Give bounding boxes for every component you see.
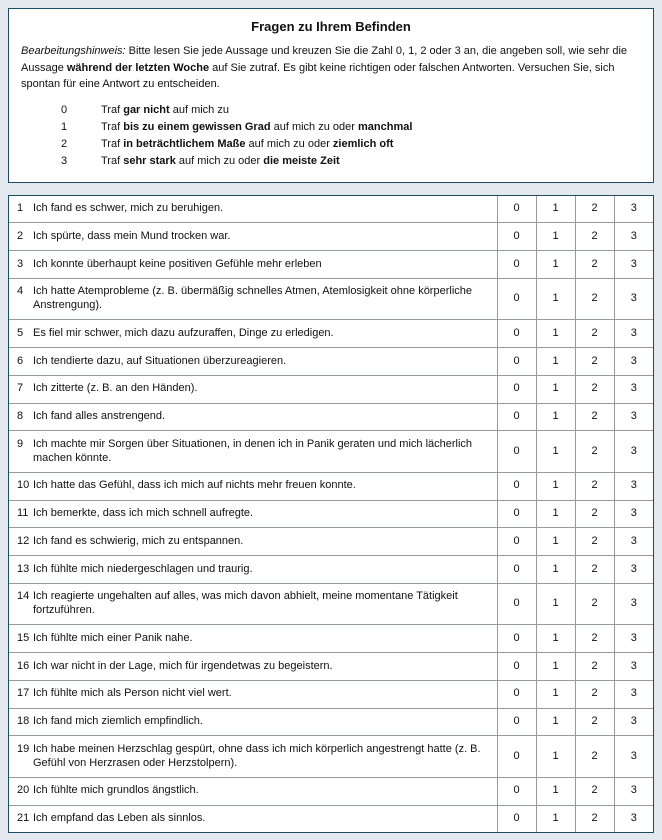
statement-cell — [9, 403, 497, 431]
statement — [17, 563, 489, 577]
answer-cell-1[interactable]: 1 — [536, 736, 575, 778]
answer-cell-1[interactable]: 1 — [536, 777, 575, 805]
item-number: 10 — [17, 479, 30, 492]
scale-item-3 — [61, 153, 641, 170]
item-text: Ich fühlte mich als Person nicht viel wert. — [33, 687, 232, 700]
answer-cell-2[interactable]: 2 — [575, 375, 614, 403]
table-row — [9, 805, 653, 832]
statement — [17, 230, 489, 244]
table-row — [9, 320, 653, 348]
scale-emph: gar nicht — [123, 103, 170, 116]
answer-cell-1[interactable]: 1 — [536, 500, 575, 528]
answer-cell-2[interactable]: 2 — [575, 556, 614, 584]
answer-cell-0[interactable]: 0 — [497, 777, 536, 805]
item-number: 2 — [17, 229, 24, 242]
answer-cell-2[interactable]: 2 — [575, 680, 614, 708]
table-row — [9, 375, 653, 403]
answer-cell-3[interactable]: 3 — [614, 196, 653, 223]
item-text: Ich fand es schwierig, mich zu entspannen. — [33, 534, 244, 547]
scale-value: 3 — [61, 154, 68, 167]
statement — [17, 285, 489, 313]
table-row — [9, 472, 653, 500]
item-number: 20 — [17, 784, 30, 797]
statement — [17, 479, 489, 493]
answer-cell-0[interactable]: 0 — [497, 736, 536, 778]
answer-cell-3[interactable]: 3 — [614, 223, 653, 251]
scale-emph2: manchmal — [357, 120, 413, 133]
answer-cell-0[interactable]: 0 — [497, 500, 536, 528]
scale-item-1 — [61, 119, 641, 136]
answer-cell-3[interactable]: 3 — [614, 500, 653, 528]
table-row — [9, 196, 653, 223]
answer-cell-1[interactable]: 1 — [536, 431, 575, 473]
answer-cell-2[interactable]: 2 — [575, 777, 614, 805]
statement — [17, 687, 489, 701]
instructions-part2: auf Sie zutraf. Es gibt keine richtigen oder falschen Antworten. Versuchen Sie, sich spontan für eine Antwort zu entscheiden. — [21, 61, 615, 90]
instructions-lead: Bearbeitungshinweis: — [21, 45, 126, 57]
table-row — [9, 500, 653, 528]
answer-cell-2[interactable]: 2 — [575, 653, 614, 681]
answer-cell-1[interactable]: 1 — [536, 223, 575, 251]
item-text: Ich hatte das Gefühl, dass ich mich auf nichts mehr freuen konnte. — [33, 479, 356, 492]
answer-cell-2[interactable]: 2 — [575, 431, 614, 473]
answer-cell-0[interactable]: 0 — [497, 472, 536, 500]
answer-cell-3[interactable]: 3 — [614, 736, 653, 778]
statement-cell — [9, 375, 497, 403]
item-number: 14 — [17, 590, 30, 603]
answer-cell-1[interactable]: 1 — [536, 251, 575, 279]
answer-cell-3[interactable]: 3 — [614, 708, 653, 736]
table-row — [9, 680, 653, 708]
item-text: Ich fand mich ziemlich empfindlich. — [33, 715, 203, 728]
scale-text — [101, 102, 229, 119]
table-row — [9, 583, 653, 625]
question-table — [9, 196, 653, 833]
table-row — [9, 348, 653, 376]
scale-pre: Traf — [101, 137, 124, 150]
scale-text — [101, 153, 340, 170]
scale-value: 0 — [61, 103, 68, 116]
item-text: Ich spürte, dass mein Mund trocken war. — [33, 229, 231, 242]
form-title: Fragen zu Ihrem Befinden — [251, 19, 411, 34]
item-text: Ich habe meinen Herzschlag gespürt, ohne dass ich mich körperlich angestrengt hatte (z. B. Gefühl von Herzrasen oder Herzstolpern). — [33, 742, 481, 769]
answer-cell-2[interactable]: 2 — [575, 708, 614, 736]
statement — [17, 743, 489, 771]
statement-cell — [9, 625, 497, 653]
answer-cell-1[interactable]: 1 — [536, 583, 575, 625]
statement-cell — [9, 777, 497, 805]
item-text: Ich reagierte ungehalten auf alles, was mich davon abhielt, meine momentane Tätigkeit fortzuführen. — [33, 590, 458, 617]
item-number: 5 — [17, 326, 24, 339]
answer-cell-2[interactable]: 2 — [575, 403, 614, 431]
statement-cell — [9, 528, 497, 556]
table-row — [9, 431, 653, 473]
answer-cell-1[interactable]: 1 — [536, 625, 575, 653]
answer-cell-3[interactable]: 3 — [614, 431, 653, 473]
item-number: 13 — [17, 562, 30, 575]
scale-item-0 — [61, 102, 641, 119]
answer-cell-3[interactable]: 3 — [614, 278, 653, 320]
answer-cell-3[interactable]: 3 — [614, 251, 653, 279]
answer-cell-0[interactable]: 0 — [497, 403, 536, 431]
statement-cell — [9, 736, 497, 778]
item-text: Es fiel mir schwer, mich dazu aufzuraffen, Dinge zu erledigen. — [33, 326, 334, 339]
answer-cell-3[interactable]: 3 — [614, 348, 653, 376]
answer-cell-1[interactable]: 1 — [536, 196, 575, 223]
statement — [17, 507, 489, 521]
answer-cell-0[interactable]: 0 — [497, 375, 536, 403]
answer-cell-0[interactable]: 0 — [497, 625, 536, 653]
answer-cell-3[interactable]: 3 — [614, 625, 653, 653]
item-number: 6 — [17, 354, 24, 367]
scale-mid: auf mich zu oder — [245, 137, 333, 150]
statement — [17, 202, 489, 216]
statement-cell — [9, 320, 497, 348]
item-text: Ich empfand das Leben als sinnlos. — [33, 812, 206, 825]
scale-value: 2 — [61, 137, 68, 150]
table-row — [9, 708, 653, 736]
item-text: Ich tendierte dazu, auf Situationen überzureagieren. — [33, 354, 287, 367]
item-number: 19 — [17, 742, 30, 755]
answer-cell-3[interactable]: 3 — [614, 472, 653, 500]
rating-scale-legend — [61, 102, 641, 170]
answer-cell-1[interactable]: 1 — [536, 375, 575, 403]
statement — [17, 812, 489, 826]
statement — [17, 438, 489, 466]
statement — [17, 535, 489, 549]
statement-cell — [9, 431, 497, 473]
answer-cell-1[interactable]: 1 — [536, 472, 575, 500]
item-number: 9 — [17, 437, 24, 450]
answer-cell-0[interactable]: 0 — [497, 251, 536, 279]
answer-cell-3[interactable]: 3 — [614, 403, 653, 431]
item-text: Ich fand alles anstrengend. — [33, 410, 166, 423]
answer-cell-2[interactable]: 2 — [575, 251, 614, 279]
instructions-panel — [8, 8, 654, 183]
answer-cell-1[interactable]: 1 — [536, 348, 575, 376]
item-text: Ich hatte Atemprobleme (z. B. übermäßig schnelles Atmen, Atemlosigkeit ohne körperliche Anstrengung). — [33, 285, 472, 312]
item-text: Ich bemerkte, dass ich mich schnell aufregte. — [33, 507, 254, 520]
answer-cell-2[interactable]: 2 — [575, 223, 614, 251]
scale-pre: Traf — [101, 120, 124, 133]
instructions — [21, 43, 641, 93]
item-number: 8 — [17, 410, 24, 423]
scale-emph2: die meiste Zeit — [263, 154, 340, 167]
statement-cell — [9, 472, 497, 500]
statement — [17, 410, 489, 424]
table-row — [9, 556, 653, 584]
statement-cell — [9, 653, 497, 681]
statement — [17, 632, 489, 646]
statement-cell — [9, 805, 497, 832]
table-row — [9, 653, 653, 681]
table-row — [9, 625, 653, 653]
table-row — [9, 528, 653, 556]
answer-cell-2[interactable]: 2 — [575, 805, 614, 832]
answer-cell-0[interactable]: 0 — [497, 278, 536, 320]
answer-cell-2[interactable]: 2 — [575, 278, 614, 320]
answer-cell-2[interactable]: 2 — [575, 736, 614, 778]
scale-mid: auf mich zu — [169, 103, 229, 116]
answer-cell-1[interactable]: 1 — [536, 528, 575, 556]
item-number: 3 — [17, 257, 24, 270]
item-number: 15 — [17, 631, 30, 644]
item-number: 7 — [17, 382, 24, 395]
scale-emph2: ziemlich oft — [332, 137, 394, 150]
answer-cell-3[interactable]: 3 — [614, 805, 653, 832]
answer-cell-2[interactable]: 2 — [575, 320, 614, 348]
answer-cell-1[interactable]: 1 — [536, 653, 575, 681]
scale-mid: auf mich zu oder — [270, 120, 358, 133]
item-number: 21 — [17, 812, 30, 825]
answer-cell-1[interactable]: 1 — [536, 278, 575, 320]
statement-cell — [9, 251, 497, 279]
answer-cell-0[interactable]: 0 — [497, 528, 536, 556]
answer-cell-3[interactable]: 3 — [614, 653, 653, 681]
statement — [17, 784, 489, 798]
item-text: Ich konnte überhaupt keine positiven Gefühle mehr erleben — [33, 257, 322, 270]
scale-pre: Traf — [101, 103, 124, 116]
answer-cell-1[interactable]: 1 — [536, 708, 575, 736]
statement-cell — [9, 556, 497, 584]
statement — [17, 660, 489, 674]
statement — [17, 382, 489, 396]
statement-cell — [9, 348, 497, 376]
item-text: Ich fand es schwer, mich zu beruhigen. — [33, 202, 224, 215]
answer-cell-0[interactable]: 0 — [497, 223, 536, 251]
statement — [17, 715, 489, 729]
answer-cell-0[interactable]: 0 — [497, 348, 536, 376]
answer-cell-3[interactable]: 3 — [614, 320, 653, 348]
table-row — [9, 777, 653, 805]
answer-cell-2[interactable]: 2 — [575, 196, 614, 223]
scale-value: 1 — [61, 120, 68, 133]
answer-cell-2[interactable]: 2 — [575, 348, 614, 376]
scale-text — [101, 119, 412, 136]
instructions-bold: während der letzten Woche — [66, 61, 210, 74]
item-text: Ich fühlte mich einer Panik nahe. — [33, 631, 193, 644]
statement — [17, 327, 489, 341]
answer-cell-0[interactable]: 0 — [497, 196, 536, 223]
answer-cell-3[interactable]: 3 — [614, 583, 653, 625]
answer-cell-3[interactable]: 3 — [614, 777, 653, 805]
answer-cell-2[interactable]: 2 — [575, 472, 614, 500]
statement — [17, 590, 489, 618]
item-number: 12 — [17, 534, 30, 547]
answer-cell-1[interactable]: 1 — [536, 805, 575, 832]
scale-mid: auf mich zu oder — [175, 154, 264, 167]
statement-cell — [9, 708, 497, 736]
answer-cell-2[interactable]: 2 — [575, 500, 614, 528]
answer-cell-1[interactable]: 1 — [536, 320, 575, 348]
statement-cell — [9, 196, 497, 223]
item-text: Ich zitterte (z. B. an den Händen). — [33, 382, 198, 395]
statement-cell — [9, 583, 497, 625]
answer-cell-0[interactable]: 0 — [497, 320, 536, 348]
scale-emph: in beträchtlichem Maße — [123, 137, 246, 150]
questionnaire-panel — [8, 195, 654, 834]
statement-cell — [9, 680, 497, 708]
scale-emph: sehr stark — [123, 154, 176, 167]
item-number: 18 — [17, 715, 30, 728]
table-row — [9, 403, 653, 431]
answer-cell-2[interactable]: 2 — [575, 583, 614, 625]
statement-cell — [9, 278, 497, 320]
answer-cell-1[interactable]: 1 — [536, 680, 575, 708]
item-text: Ich fühlte mich grundlos ängstlich. — [33, 784, 199, 797]
answer-cell-0[interactable]: 0 — [497, 556, 536, 584]
item-number: 17 — [17, 687, 30, 700]
answer-cell-3[interactable]: 3 — [614, 528, 653, 556]
statement — [17, 258, 489, 272]
question-table-body — [9, 196, 653, 833]
answer-cell-2[interactable]: 2 — [575, 528, 614, 556]
table-row — [9, 278, 653, 320]
answer-cell-0[interactable]: 0 — [497, 680, 536, 708]
answer-cell-0[interactable]: 0 — [497, 805, 536, 832]
answer-cell-0[interactable]: 0 — [497, 583, 536, 625]
item-number: 4 — [17, 285, 24, 298]
scale-pre: Traf — [101, 154, 124, 167]
answer-cell-3[interactable]: 3 — [614, 375, 653, 403]
answer-cell-3[interactable]: 3 — [614, 556, 653, 584]
statement-cell — [9, 500, 497, 528]
scale-item-2 — [61, 136, 641, 153]
instructions-part1: Bitte lesen Sie jede Aussage und kreuzen Sie die Zahl 0, 1, 2 oder 3 an, die angeben soll, wie sehr die Aussage — [21, 45, 628, 74]
answer-cell-0[interactable]: 0 — [497, 653, 536, 681]
statement — [17, 355, 489, 369]
answer-cell-0[interactable]: 0 — [497, 708, 536, 736]
answer-cell-2[interactable]: 2 — [575, 625, 614, 653]
scale-text — [101, 136, 393, 153]
item-text: Ich fühlte mich niedergeschlagen und traurig. — [33, 562, 253, 575]
item-number: 11 — [17, 507, 29, 520]
table-row — [9, 736, 653, 778]
scale-emph: bis zu einem gewissen Grad — [123, 120, 271, 133]
table-row — [9, 223, 653, 251]
item-text: Ich war nicht in der Lage, mich für irgendetwas zu begeistern. — [33, 659, 333, 672]
statement-cell — [9, 223, 497, 251]
table-row — [9, 251, 653, 279]
answer-cell-3[interactable]: 3 — [614, 680, 653, 708]
answer-cell-1[interactable]: 1 — [536, 556, 575, 584]
answer-cell-1[interactable]: 1 — [536, 403, 575, 431]
item-number: 16 — [17, 659, 30, 672]
answer-cell-0[interactable]: 0 — [497, 431, 536, 473]
item-text: Ich machte mir Sorgen über Situationen, in denen ich in Panik geraten und mich lächerlich machen könnte. — [33, 437, 473, 464]
item-number: 1 — [17, 202, 24, 215]
